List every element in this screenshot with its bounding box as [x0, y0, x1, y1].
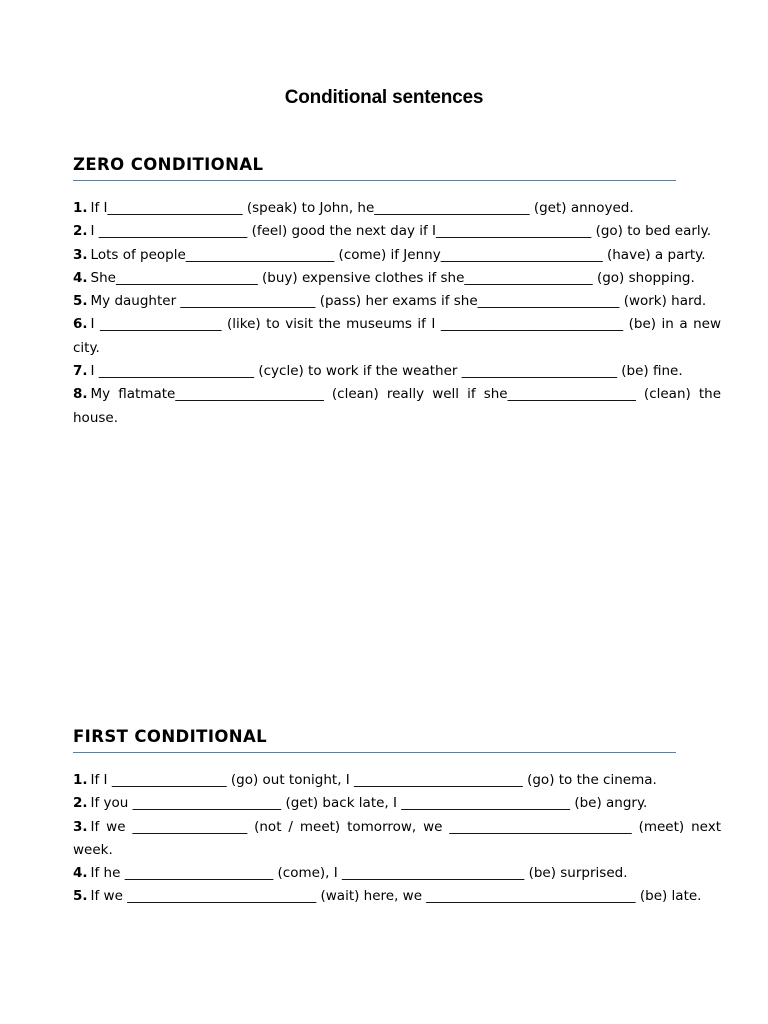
item-number: 8.	[73, 386, 88, 403]
section-heading: ZERO CONDITIONAL	[73, 154, 676, 181]
exercise-item	[73, 792, 721, 815]
page-title: Conditional sentences	[284, 87, 484, 108]
item-text: I ______________________ (feel) good the next day if I_______________________ (go) to bed early.	[90, 223, 712, 240]
exercise-item	[73, 383, 721, 430]
exercise-list	[73, 197, 721, 430]
exercise-item	[73, 360, 721, 383]
exercise-list	[73, 769, 721, 909]
exercise-item	[73, 244, 721, 267]
item-number: 7.	[73, 363, 88, 380]
exercise-item	[73, 816, 721, 863]
item-number: 1.	[73, 200, 88, 216]
exercise-item	[73, 313, 721, 360]
item-text: I __________________ (like) to visit the museums if I ___________________________ (be) in a new city.	[73, 316, 721, 356]
exercise-item	[73, 885, 721, 908]
item-number: 3.	[73, 818, 88, 835]
item-text: I _______________________ (cycle) to work if the weather _______________________ (be) fine.	[90, 363, 683, 380]
item-number: 2.	[73, 223, 88, 240]
item-number: 4.	[73, 269, 88, 286]
item-number: 5.	[73, 293, 88, 310]
item-text: She_____________________ (buy) expensive clothes if she___________________ (go) shopping.	[90, 269, 695, 286]
item-text: If we _________________ (not / meet) tomorrow, we ___________________________ (meet) next week.	[73, 818, 721, 858]
exercise-item	[73, 197, 721, 220]
section-first-conditional	[73, 726, 721, 909]
item-number: 3.	[73, 246, 88, 263]
exercise-item	[73, 220, 721, 243]
item-number: 1.	[73, 772, 88, 788]
item-text: If we ____________________________ (wait) here, we _______________________________ (be) late.	[90, 888, 702, 905]
exercise-item	[73, 769, 721, 792]
item-text: My flatmate______________________ (clean) really well if she___________________ (clean) the house.	[73, 386, 721, 426]
section-zero-conditional	[73, 154, 721, 430]
item-number: 6.	[73, 316, 88, 333]
exercise-item	[73, 267, 721, 290]
item-number: 2.	[73, 795, 88, 812]
item-text: If I _________________ (go) out tonight, I _________________________ (go) to the cinema.	[90, 772, 657, 788]
exercise-item	[73, 290, 721, 313]
item-text: If he ______________________ (come), I ___________________________ (be) surprised.	[90, 865, 628, 882]
item-number: 4.	[73, 865, 88, 882]
item-text: My daughter ____________________ (pass) her exams if she_____________________ (work) hard.	[90, 293, 707, 310]
item-text: If I____________________ (speak) to John, he_______________________ (get) annoyed.	[90, 200, 634, 216]
section-heading: FIRST CONDITIONAL	[73, 726, 676, 753]
item-number: 5.	[73, 888, 88, 905]
exercise-item	[73, 862, 721, 885]
item-text: Lots of people______________________ (come) if Jenny________________________ (have) a party.	[90, 246, 706, 263]
item-text: If you ______________________ (get) back late, I _________________________ (be) angry.	[90, 795, 648, 812]
